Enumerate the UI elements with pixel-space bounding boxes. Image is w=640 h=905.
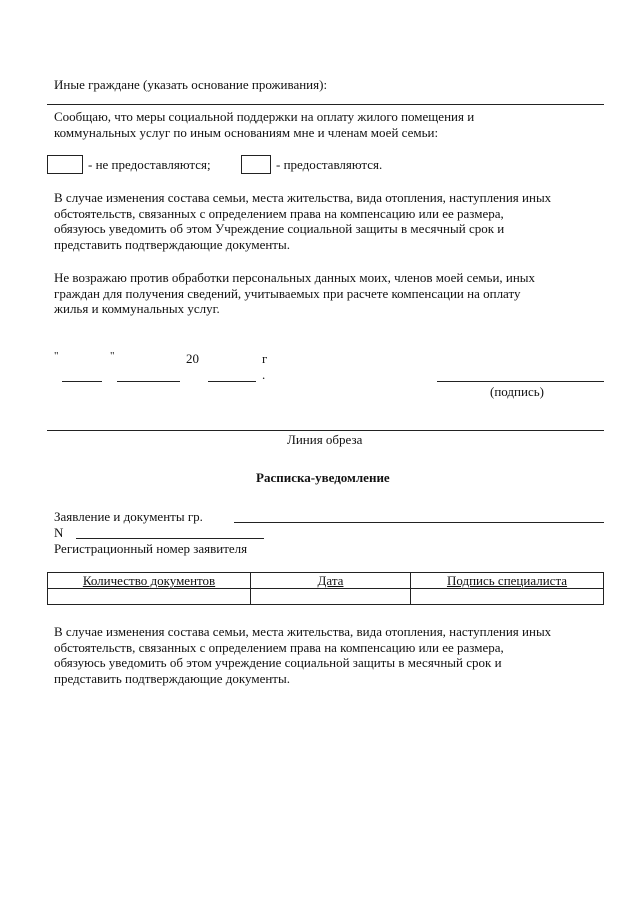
- receipt-obligation-paragraph: [54, 624, 614, 686]
- receipt-table: [47, 572, 604, 605]
- consent-line: Не возражаю против обработки персональных данных моих, членов моей семьи, иных: [54, 270, 536, 285]
- receipt-table-header-row: [48, 573, 604, 589]
- provided-checkbox[interactable]: [241, 155, 271, 174]
- obligation-line: В случае изменения состава семьи, места жительства, вида отопления, наступления иных: [54, 190, 552, 205]
- provided-label: - предоставляются.: [276, 157, 383, 172]
- cut-line: [47, 430, 604, 431]
- receipt-table-row: [48, 589, 604, 605]
- obligation-line: обязуюсь уведомить об этом Учреждение социальной защиты в месячный срок и: [54, 221, 505, 236]
- receipt-obligation-line: обязуюсь уведомить об этом учреждение социальной защиты в месячный срок и: [54, 655, 502, 670]
- cut-line-label: Линия обреза: [287, 432, 363, 447]
- support-info-line: Сообщаю, что меры социальной поддержки на оплату жилого помещения и: [54, 109, 475, 124]
- not-provided-checkbox[interactable]: [47, 155, 83, 174]
- other-citizens-field[interactable]: [47, 104, 604, 105]
- consent-paragraph: [54, 270, 614, 317]
- signature-caption: (подпись): [490, 384, 544, 399]
- receipt-title: Расписка-уведомление: [256, 470, 390, 485]
- receipt-table-header-date: Дата: [251, 573, 411, 589]
- consent-line: жилья и коммунальных услуг.: [54, 301, 220, 316]
- receipt-table-header-count: Количество документов: [48, 573, 251, 589]
- receipt-table-cell-date[interactable]: [251, 589, 411, 605]
- obligation-paragraph: [54, 190, 614, 252]
- date-quote-open: ": [54, 350, 59, 362]
- receipt-reg-number-label: Регистрационный номер заявителя: [54, 541, 248, 556]
- receipt-number-field[interactable]: [76, 538, 264, 539]
- receipt-obligation-line: В случае изменения состава семьи, места жительства, вида отопления, наступления иных: [54, 624, 552, 639]
- date-year-suffix: г: [262, 351, 268, 366]
- receipt-obligation-line: представить подтверждающие документы.: [54, 670, 290, 686]
- consent-line: граждан для получения сведений, учитываемых при расчете компенсации на оплату: [54, 285, 521, 301]
- date-quote-close: ": [110, 350, 115, 362]
- date-year-field[interactable]: [208, 381, 256, 382]
- other-citizens-label: Иные граждане (указать основание проживания):: [54, 77, 328, 92]
- date-year-prefix: 20: [186, 351, 199, 366]
- support-info-line: коммунальных услуг по иным основаниям мне и членам моей семьи:: [54, 124, 439, 140]
- receipt-obligation-line: обстоятельств, связанных с определением права на компенсацию или ее размера,: [54, 639, 504, 655]
- receipt-number-label: N: [54, 525, 64, 540]
- date-month-field[interactable]: [117, 381, 180, 382]
- date-dot: .: [262, 367, 266, 382]
- obligation-line: обстоятельств, связанных с определением права на компенсацию или ее размера,: [54, 205, 504, 221]
- date-day-field[interactable]: [62, 381, 102, 382]
- support-info-paragraph: [54, 109, 614, 140]
- receipt-name-field[interactable]: [234, 522, 604, 523]
- not-provided-label: - не предоставляются;: [88, 157, 211, 172]
- signature-field[interactable]: [437, 381, 604, 382]
- receipt-table-cell-count[interactable]: [48, 589, 251, 605]
- receipt-table-cell-signature[interactable]: [411, 589, 604, 605]
- obligation-line: представить подтверждающие документы.: [54, 236, 290, 252]
- receipt-table-header-signature: Подпись специалиста: [411, 573, 604, 589]
- receipt-statement-label: Заявление и документы гр.: [54, 509, 203, 524]
